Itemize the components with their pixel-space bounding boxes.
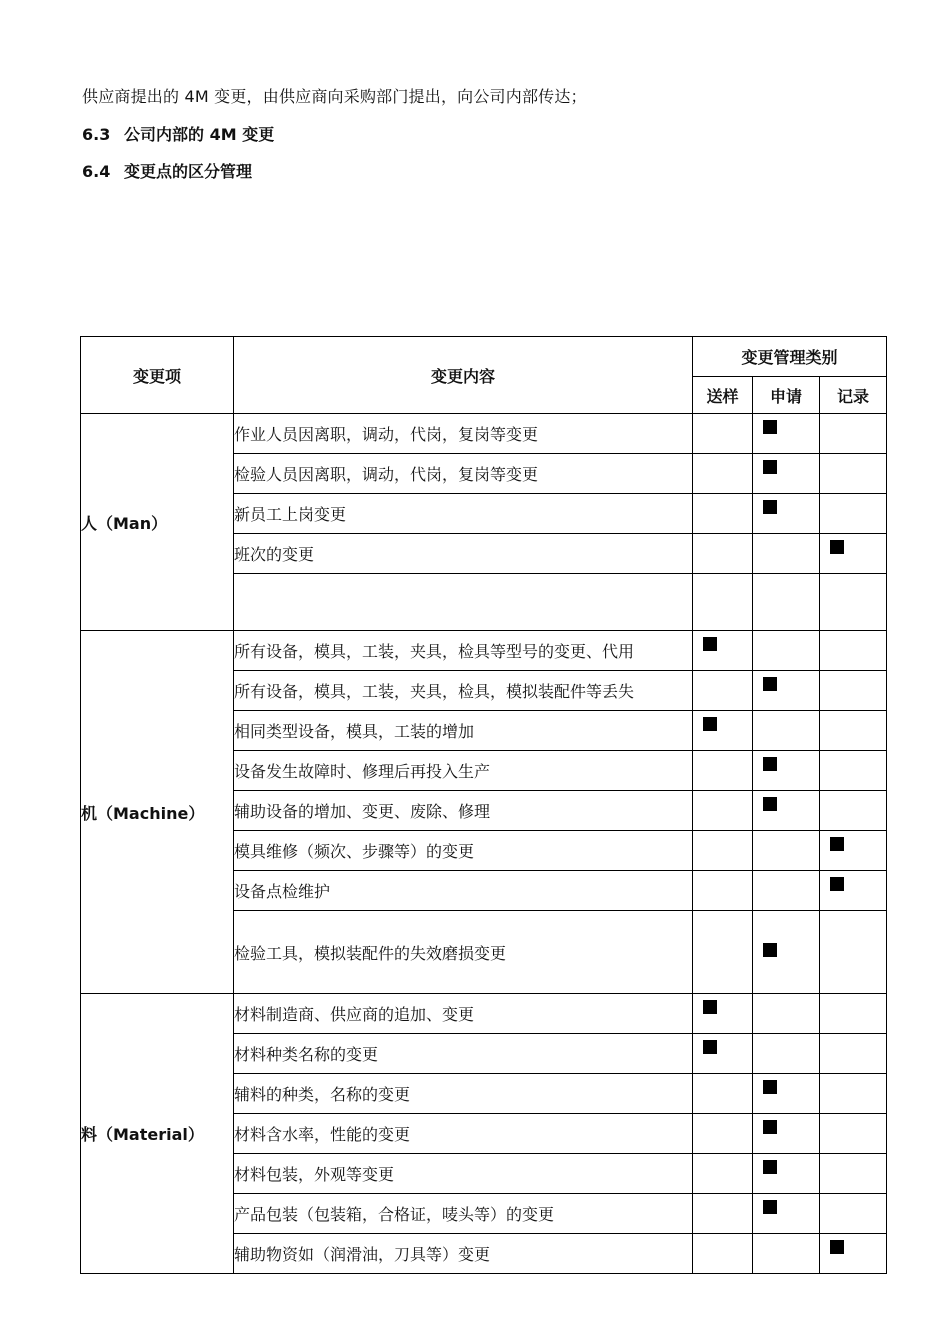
header-record: 记录 [820,377,887,414]
change-content-cell: 材料含水率，性能的变更 [234,1114,693,1154]
filled-square-mark [703,637,717,651]
change-content-cell: 辅助设备的增加、变更、废除、修理 [234,791,693,831]
filled-square-mark [763,1160,777,1174]
header-category: 变更管理类别 [693,337,887,377]
change-content-cell: 班次的变更 [234,534,693,574]
category-apply-cell [753,494,820,534]
table-row [81,994,887,1034]
filled-square-mark [703,1040,717,1054]
category-sample-cell [693,1074,753,1114]
category-sample-cell [693,911,753,994]
change-content-cell: 新员工上岗变更 [234,494,693,534]
category-record-cell [820,1074,887,1114]
change-content-cell: 材料包装，外观等变更 [234,1154,693,1194]
filled-square-mark [763,420,777,434]
table-row [81,414,887,454]
filled-square-mark [763,1120,777,1134]
category-apply-cell [753,711,820,751]
category-apply-cell [753,671,820,711]
filled-square-mark [830,1240,844,1254]
category-sample-cell [693,574,753,631]
table-body [81,414,887,1274]
category-record-cell [820,1114,887,1154]
category-record-cell [820,671,887,711]
filled-square-mark [763,460,777,474]
change-content-cell: 相同类型设备，模具，工装的增加 [234,711,693,751]
change-content-cell: 检验人员因离职，调动，代岗，复岗等变更 [234,454,693,494]
category-apply-cell [753,911,820,994]
change-content-cell: 设备点检维护 [234,871,693,911]
category-record-cell [820,494,887,534]
section-heading-6-4 [82,159,252,182]
section-title: 变更点的区分管理 [124,162,253,181]
filled-square-mark [830,540,844,554]
category-apply-cell [753,631,820,671]
filled-square-mark [830,837,844,851]
category-record-cell [820,711,887,751]
category-record-cell [820,574,887,631]
category-record-cell [820,534,887,574]
category-apply-cell [753,751,820,791]
change-content-cell: 辅料的种类，名称的变更 [234,1074,693,1114]
filled-square-mark [763,500,777,514]
category-sample-cell [693,994,753,1034]
section-number: 6.3 [82,125,111,144]
category-sample-cell [693,1194,753,1234]
header-apply: 申请 [753,377,820,414]
category-sample-cell [693,751,753,791]
category-sample-cell [693,494,753,534]
filled-square-mark [703,1000,717,1014]
change-content-cell: 模具维修（频次、步骤等）的变更 [234,831,693,871]
category-sample-cell [693,454,753,494]
filled-square-mark [763,677,777,691]
category-sample-cell [693,1234,753,1274]
category-record-cell [820,631,887,671]
category-apply-cell [753,994,820,1034]
section-number: 6.4 [82,162,111,181]
change-content-cell: 产品包装（包装箱，合格证，唛头等）的变更 [234,1194,693,1234]
change-content-cell: 所有设备，模具，工装，夹具，检具，模拟装配件等丢失 [234,671,693,711]
category-apply-cell [753,1114,820,1154]
filled-square-mark [763,797,777,811]
category-sample-cell [693,1034,753,1074]
category-record-cell [820,911,887,994]
category-apply-cell [753,1234,820,1274]
category-record-cell [820,1034,887,1074]
category-apply-cell [753,871,820,911]
header-content: 变更内容 [234,337,693,414]
category-sample-cell [693,414,753,454]
category-record-cell [820,1234,887,1274]
change-content-cell: 辅助物资如（润滑油，刀具等）变更 [234,1234,693,1274]
category-apply-cell [753,534,820,574]
header-item: 变更项 [81,337,234,414]
category-apply-cell [753,1194,820,1234]
change-content-cell [234,574,693,631]
change-content-cell: 材料种类名称的变更 [234,1034,693,1074]
change-content-cell: 作业人员因离职，调动，代岗，复岗等变更 [234,414,693,454]
category-record-cell [820,1154,887,1194]
filled-square-mark [763,943,777,957]
table-row [81,631,887,671]
header-sample: 送样 [693,377,753,414]
category-sample-cell [693,871,753,911]
category-apply-cell [753,791,820,831]
filled-square-mark [763,1200,777,1214]
category-record-cell [820,831,887,871]
category-apply-cell [753,1154,820,1194]
filled-square-mark [830,877,844,891]
category-apply-cell [753,1034,820,1074]
change-management-table [80,336,887,1274]
category-sample-cell [693,631,753,671]
section-title: 公司内部的 4M 变更 [124,125,275,144]
category-apply-cell [753,574,820,631]
category-record-cell [820,994,887,1034]
category-sample-cell [693,711,753,751]
category-apply-cell [753,831,820,871]
change-item-cell: 人（Man） [81,414,234,631]
category-record-cell [820,454,887,494]
change-item-cell: 料（Material） [81,994,234,1274]
filled-square-mark [703,717,717,731]
category-apply-cell [753,1074,820,1114]
category-apply-cell [753,414,820,454]
category-record-cell [820,1194,887,1234]
category-sample-cell [693,791,753,831]
category-sample-cell [693,831,753,871]
category-sample-cell [693,534,753,574]
change-content-cell: 所有设备，模具，工装，夹具，检具等型号的变更、代用 [234,631,693,671]
filled-square-mark [763,1080,777,1094]
change-content-cell: 材料制造商、供应商的追加、变更 [234,994,693,1034]
filled-square-mark [763,757,777,771]
category-record-cell [820,751,887,791]
category-record-cell [820,871,887,911]
category-sample-cell [693,671,753,711]
change-item-cell: 机（Machine） [81,631,234,994]
category-record-cell [820,791,887,831]
category-sample-cell [693,1114,753,1154]
intro-text: 供应商提出的 4M 变更，由供应商向采购部门提出，向公司内部传达； [82,87,587,106]
change-content-cell: 检验工具，模拟装配件的失效磨损变更 [234,911,693,994]
section-heading-6-3 [82,122,274,145]
change-content-cell: 设备发生故障时、修理后再投入生产 [234,751,693,791]
category-record-cell [820,414,887,454]
category-apply-cell [753,454,820,494]
category-sample-cell [693,1154,753,1194]
